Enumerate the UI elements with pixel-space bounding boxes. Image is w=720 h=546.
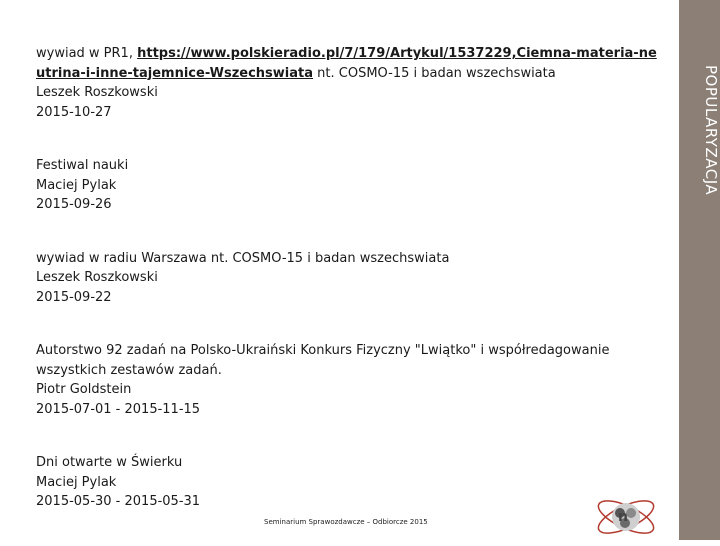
entry-person: Leszek Roszkowski	[36, 85, 158, 100]
entry-person: Maciej Pylak	[36, 177, 117, 193]
footer-text: Seminarium Sprawozdawcze – Odbiorcze 2015	[264, 518, 428, 526]
svg-text:n: n	[618, 509, 628, 525]
list-item	[36, 156, 666, 215]
list-item	[36, 249, 666, 308]
entry-suffix: nt. COSMO-15 i badan wszechswiata	[313, 65, 556, 81]
entry-title: wywiad w radiu Warszawa nt. COSMO-15 i badan wszechswiata	[36, 250, 450, 266]
list-item	[36, 44, 666, 122]
entry-date: 2015-07-01 - 2015-11-15	[36, 401, 201, 417]
article-link[interactable]: https://www.polskieradio.pl/7/179/Artykul/1537229,Ciemna-materia-neutrina-i-inne-tajemnice-Wszechswiata	[36, 46, 657, 81]
entry-title: Festiwal nauki	[36, 158, 129, 173]
section-title: POPULARYZACJA	[702, 64, 720, 196]
entry-title	[36, 44, 666, 83]
entry-title: Dni otwarte w Świerku	[36, 455, 183, 470]
entry-title: Autorstwo 92 zadań na Polsko-Ukraiński Konkurs Fizyczny "Lwiątko" i współredagowanie wszystkich zestawów zadań.	[36, 343, 610, 378]
entry-date: 2015-09-26	[36, 197, 112, 212]
activity-list	[36, 44, 666, 546]
entry-person: Maciej Pylak	[36, 474, 117, 490]
entry-date: 2015-05-30 - 2015-05-31	[36, 494, 201, 509]
list-item	[36, 453, 666, 512]
list-item	[36, 341, 666, 419]
entry-date: 2015-09-22	[36, 289, 112, 305]
entry-person: Piotr Goldstein	[36, 382, 132, 397]
entry-date: 2015-10-27	[36, 104, 112, 120]
entry-person: Leszek Roszkowski	[36, 270, 158, 285]
entry-prefix: wywiad w PR1,	[36, 46, 138, 61]
ncbj-atom-logo-icon	[590, 485, 662, 540]
